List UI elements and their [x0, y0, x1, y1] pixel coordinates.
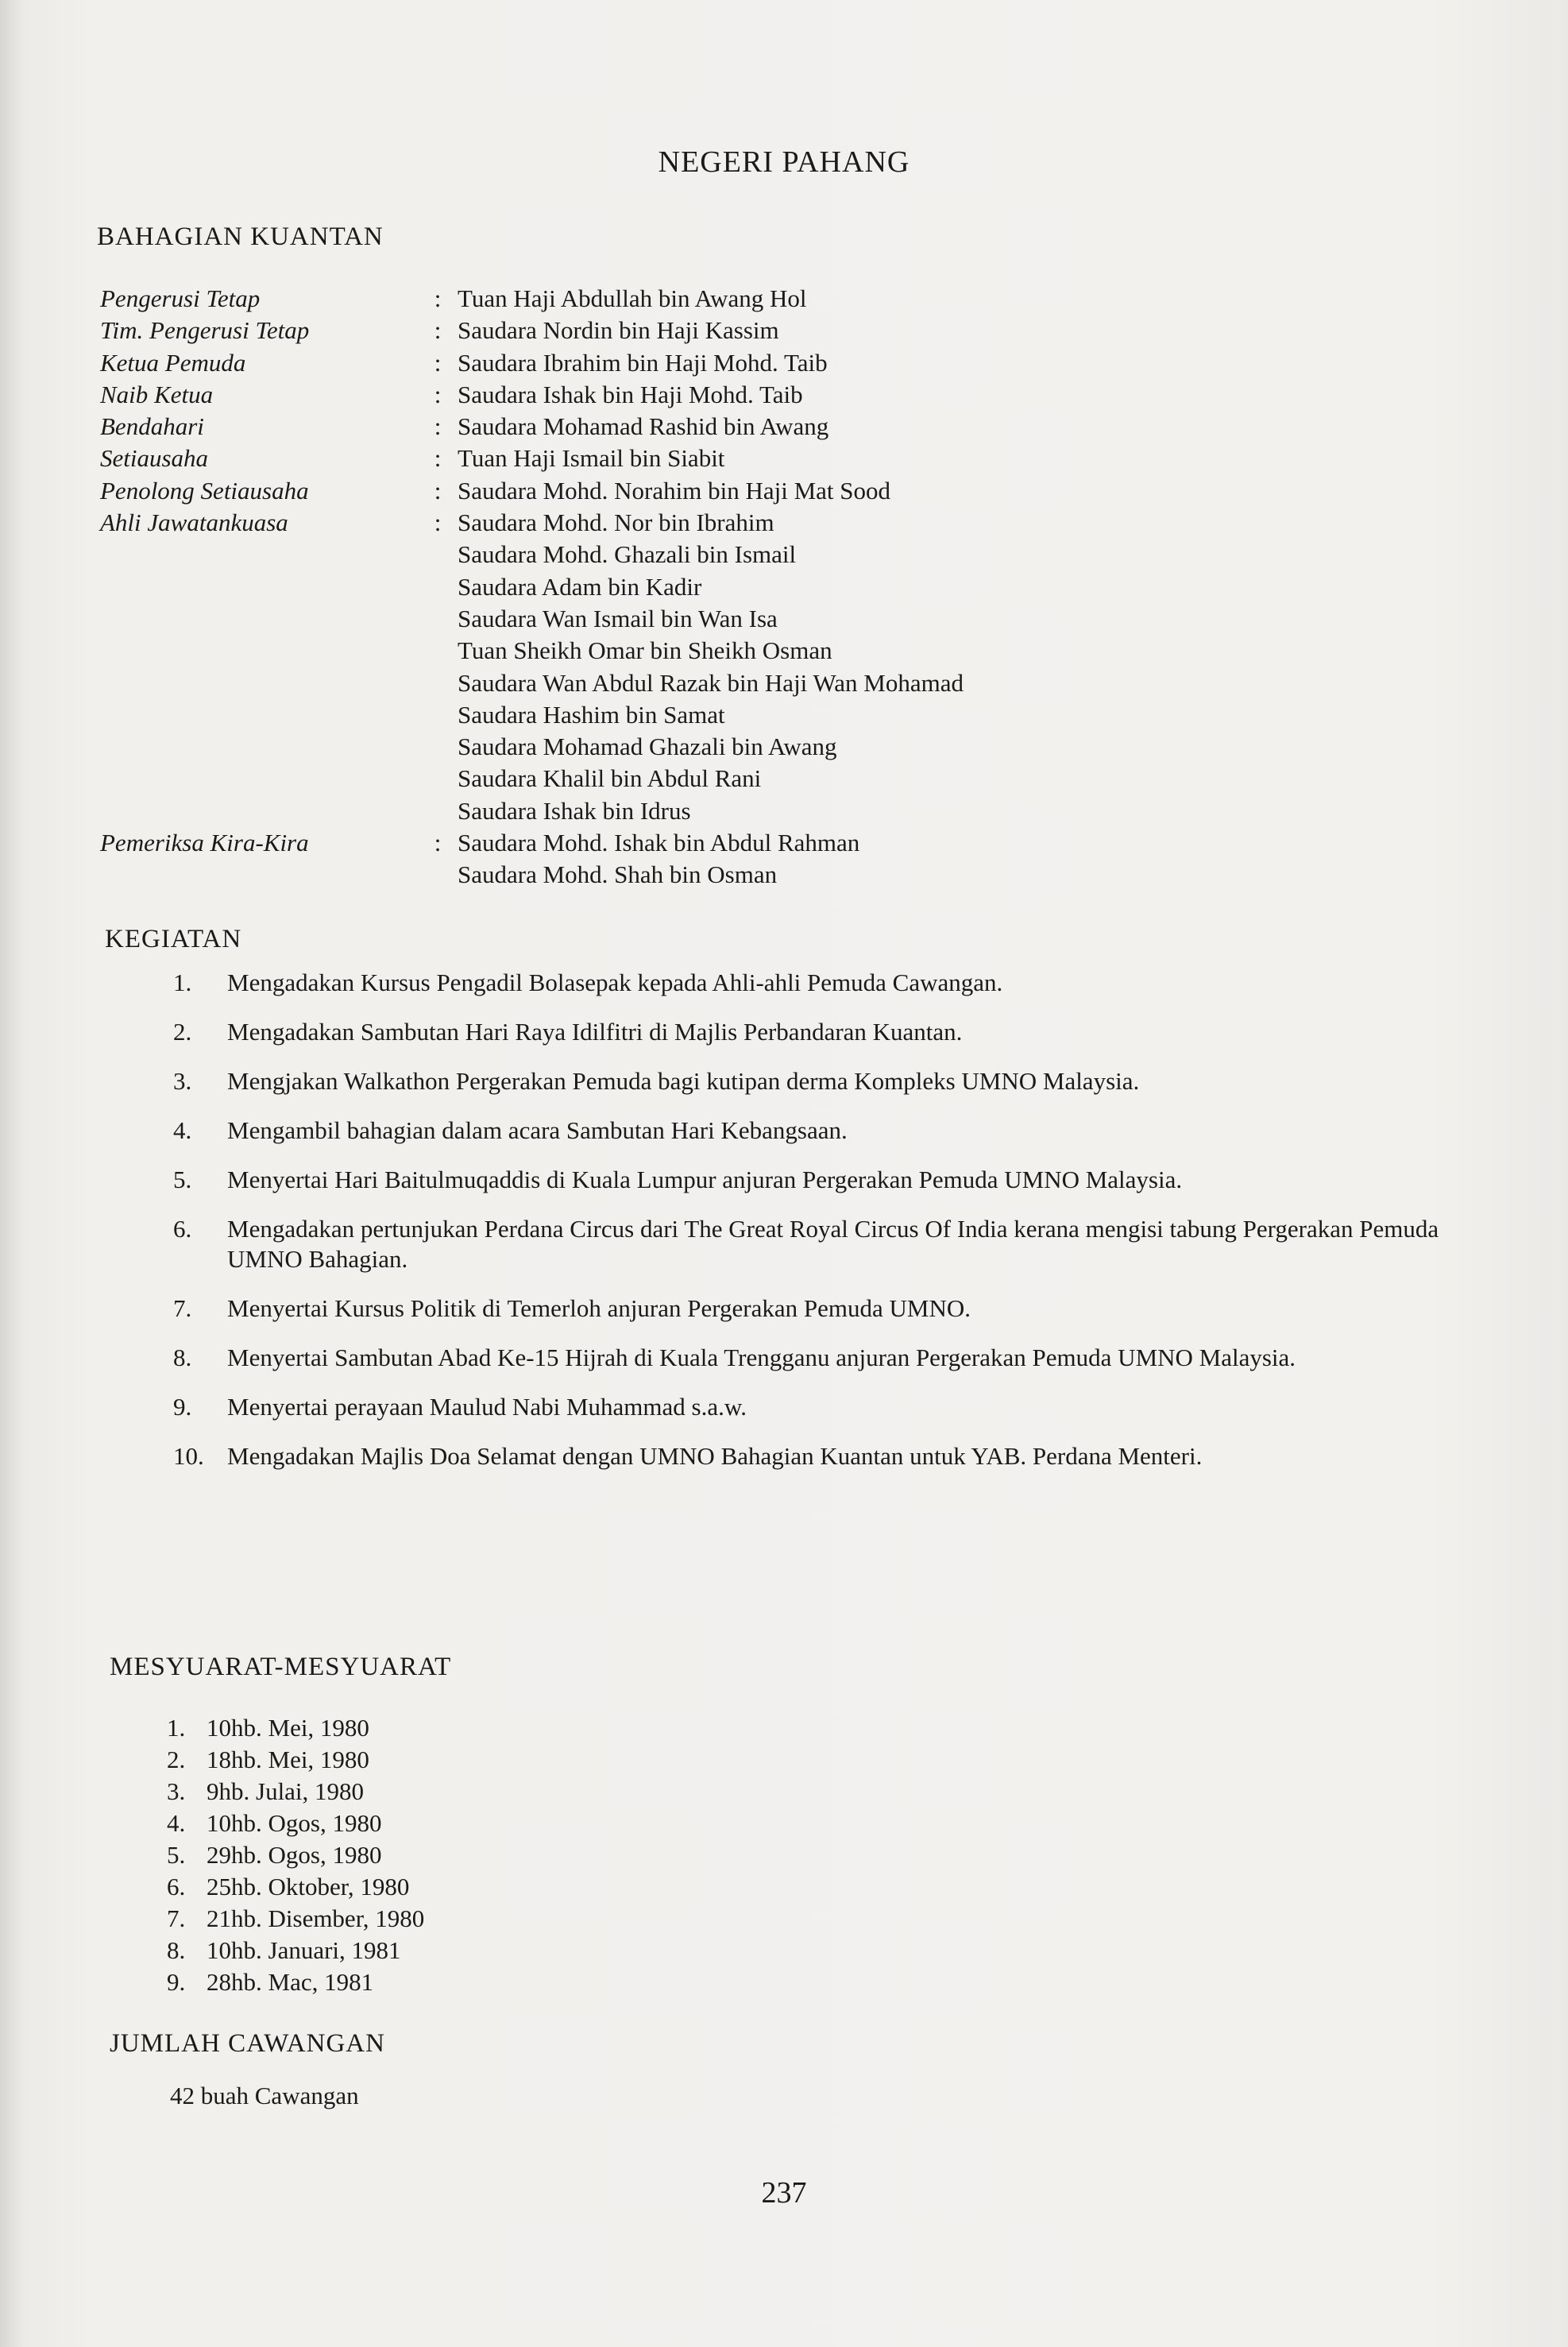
committee-row [100, 411, 1292, 443]
activity-text: Mengadakan Sambutan Hari Raya Idilfitri di Majlis Perbandaran Kuantan. [227, 1018, 963, 1046]
committee-role [100, 795, 418, 827]
activity-text: Mengadakan pertunjukan Perdana Circus dari The Great Royal Circus Of India kerana mengisi tabung Pergerakan Pemuda UMNO Bahagian. [227, 1215, 1439, 1273]
meeting-item [167, 1839, 424, 1871]
committee-name: Saudara Hashim bin Samat [458, 700, 725, 729]
committee-name: Saudara Ibrahim bin Haji Mohd. Taib [458, 348, 828, 377]
committee-name: Tuan Haji Ismail bin Siabit [458, 444, 725, 473]
committee-role [100, 731, 418, 763]
activity-item [173, 968, 1492, 998]
committee-name: Saudara Ishak bin Idrus [458, 796, 691, 825]
committee-colon: : [434, 380, 442, 408]
committee-role: Pengerusi Tetap [100, 284, 261, 312]
activity-number: 2. [173, 1018, 192, 1046]
committee-row [100, 795, 1292, 827]
activity-item [173, 1165, 1492, 1195]
committee-role: Pemeriksa Kira-Kira [100, 829, 309, 857]
meeting-number: 7. [167, 1904, 186, 1932]
committee-row [100, 507, 1292, 539]
page-title: NEGERI PAHANG [658, 145, 910, 179]
committee-colon: : [434, 284, 442, 312]
activity-text: Menyertai Hari Baitulmuqaddis di Kuala Lumpur anjuran Pergerakan Pemuda UMNO Malaysia. [227, 1166, 1183, 1193]
committee-name: Saudara Mohd. Nor bin Ibrahim [458, 508, 774, 537]
committee-row [100, 635, 1292, 667]
activity-item [173, 1214, 1492, 1274]
meeting-item [167, 1712, 424, 1744]
committee-row [100, 859, 1292, 891]
activity-text: Mengadakan Kursus Pengadil Bolasepak kepada Ahli-ahli Pemuda Cawangan. [227, 969, 1003, 996]
committee-name: Saudara Adam bin Kadir [458, 572, 702, 601]
committee-colon [418, 731, 458, 763]
committee-role [100, 763, 418, 795]
committee-row [100, 539, 1292, 570]
activity-item [173, 1066, 1492, 1096]
committee-row [100, 315, 1292, 346]
committee-name: Saudara Mohd. Ghazali bin Ismail [458, 540, 797, 569]
activity-number: 9. [173, 1393, 192, 1421]
activity-text: Menyertai Sambutan Abad Ke-15 Hijrah di Kuala Trengganu anjuran Pergerakan Pemuda UMNO Malaysia. [227, 1344, 1296, 1371]
committee-colon [418, 699, 458, 731]
activity-number: 6. [173, 1215, 192, 1243]
activity-item [173, 1017, 1492, 1047]
meeting-item [167, 1966, 424, 1998]
meeting-number: 1. [167, 1714, 186, 1742]
committee-colon: : [434, 829, 442, 857]
activity-item [173, 1116, 1492, 1146]
committee-role [100, 667, 418, 699]
committee-name: Saudara Wan Ismail bin Wan Isa [458, 604, 778, 632]
committee-row [100, 283, 1292, 315]
page-number: 237 [761, 2176, 807, 2210]
meeting-date: 10hb. Ogos, 1980 [207, 1809, 382, 1837]
committee-name: Saudara Khalil bin Abdul Rani [458, 764, 762, 793]
committee-name: Saudara Mohamad Ghazali bin Awang [458, 733, 837, 761]
committee-name: Saudara Nordin bin Haji Kassim [458, 316, 779, 345]
committee-role [100, 859, 418, 891]
activity-number: 5. [173, 1166, 192, 1193]
committee-row [100, 443, 1292, 474]
committee-colon [418, 571, 458, 603]
committee-name: Tuan Haji Abdullah bin Awang Hol [458, 284, 807, 312]
activity-number: 7. [173, 1294, 192, 1322]
committee-name: Saudara Mohd. Norahim bin Haji Mat Sood [458, 476, 891, 505]
meeting-item [167, 1776, 424, 1808]
meetings-list [167, 1712, 424, 1998]
meeting-item [167, 1903, 424, 1935]
activity-text: Menyertai perayaan Maulud Nabi Muhammad s.a.w. [227, 1393, 747, 1421]
activity-number: 8. [173, 1344, 192, 1371]
meeting-item [167, 1808, 424, 1839]
committee-colon: : [434, 476, 442, 505]
activity-item [173, 1343, 1492, 1373]
committee-colon [418, 667, 458, 699]
activity-text: Mengjakan Walkathon Pergerakan Pemuda bagi kutipan derma Kompleks UMNO Malaysia. [227, 1067, 1140, 1095]
activities-list [173, 968, 1492, 1491]
committee-role [100, 635, 418, 667]
committee-role: Bendahari [100, 412, 204, 441]
committee-role: Penolong Setiausaha [100, 476, 309, 505]
activity-item [173, 1392, 1492, 1422]
activity-number: 10. [173, 1442, 204, 1470]
activity-text: Mengadakan Majlis Doa Selamat dengan UMNO Bahagian Kuantan untuk YAB. Perdana Menteri. [227, 1442, 1203, 1470]
committee-name: Saudara Wan Abdul Razak bin Haji Wan Mohamad [458, 668, 964, 697]
meeting-number: 3. [167, 1777, 186, 1805]
committee-row [100, 731, 1292, 763]
committee-row [100, 571, 1292, 603]
committee-colon [418, 635, 458, 667]
committee-colon [418, 795, 458, 827]
committee-row [100, 379, 1292, 411]
branches-count: 42 buah Cawangan [170, 2082, 359, 2109]
committee-colon: : [434, 316, 442, 345]
meeting-date: 10hb. Januari, 1981 [207, 1936, 401, 1964]
activity-number: 3. [173, 1067, 192, 1095]
meeting-date: 9hb. Julai, 1980 [207, 1777, 365, 1805]
activity-item [173, 1441, 1492, 1471]
meeting-number: 5. [167, 1841, 186, 1869]
committee-row [100, 347, 1292, 379]
committee-name: Tuan Sheikh Omar bin Sheikh Osman [458, 636, 832, 665]
committee-colon: : [434, 508, 442, 537]
committee-role: Ketua Pemuda [100, 348, 246, 377]
meeting-item [167, 1871, 424, 1903]
committee-row [100, 475, 1292, 507]
committee-row [100, 667, 1292, 699]
activity-text: Mengambil bahagian dalam acara Sambutan Hari Kebangsaan. [227, 1116, 848, 1144]
committee-name: Saudara Mohamad Rashid bin Awang [458, 412, 829, 441]
committee-colon: : [434, 444, 442, 473]
committee-row [100, 763, 1292, 795]
committee-role: Naib Ketua [100, 380, 214, 408]
meeting-number: 8. [167, 1936, 186, 1964]
activity-number: 4. [173, 1116, 192, 1144]
meeting-date: 21hb. Disember, 1980 [207, 1904, 425, 1932]
activities-heading: KEGIATAN [105, 925, 242, 953]
activity-text: Menyertai Kursus Politik di Temerloh anjuran Pergerakan Pemuda UMNO. [227, 1294, 971, 1322]
committee-role: Tim. Pengerusi Tetap [100, 316, 310, 345]
committee-colon [418, 603, 458, 635]
committee-role [100, 699, 418, 731]
activity-number: 1. [173, 969, 192, 996]
committee-list [100, 283, 1292, 891]
committee-role: Setiausaha [100, 444, 209, 473]
section-heading: BAHAGIAN KUANTAN [97, 222, 384, 251]
meeting-date: 25hb. Oktober, 1980 [207, 1873, 410, 1900]
meeting-date: 28hb. Mac, 1981 [207, 1968, 374, 1996]
committee-row [100, 827, 1292, 859]
meeting-date: 18hb. Mei, 1980 [207, 1746, 369, 1773]
activity-item [173, 1293, 1492, 1324]
committee-colon: : [434, 348, 442, 377]
committee-colon [418, 539, 458, 570]
meeting-number: 9. [167, 1968, 186, 1996]
meeting-item [167, 1744, 424, 1776]
committee-colon: : [434, 412, 442, 441]
committee-role [100, 571, 418, 603]
meeting-number: 4. [167, 1809, 186, 1837]
meeting-item [167, 1935, 424, 1966]
meeting-number: 2. [167, 1746, 186, 1773]
committee-name: Saudara Mohd. Ishak bin Abdul Rahman [458, 829, 860, 857]
committee-row [100, 603, 1292, 635]
committee-role [100, 603, 418, 635]
meetings-heading: MESYUARAT-MESYUARAT [110, 1653, 452, 1681]
meeting-number: 6. [167, 1873, 186, 1900]
meeting-date: 29hb. Ogos, 1980 [207, 1841, 382, 1869]
committee-name: Saudara Ishak bin Haji Mohd. Taib [458, 380, 803, 408]
meeting-date: 10hb. Mei, 1980 [207, 1714, 369, 1742]
branches-heading: JUMLAH CAWANGAN [110, 2029, 385, 2058]
committee-colon [418, 859, 458, 891]
committee-role [100, 539, 418, 570]
committee-name: Saudara Mohd. Shah bin Osman [458, 860, 778, 889]
committee-row [100, 699, 1292, 731]
committee-colon [418, 763, 458, 795]
committee-role: Ahli Jawatankuasa [100, 508, 288, 537]
